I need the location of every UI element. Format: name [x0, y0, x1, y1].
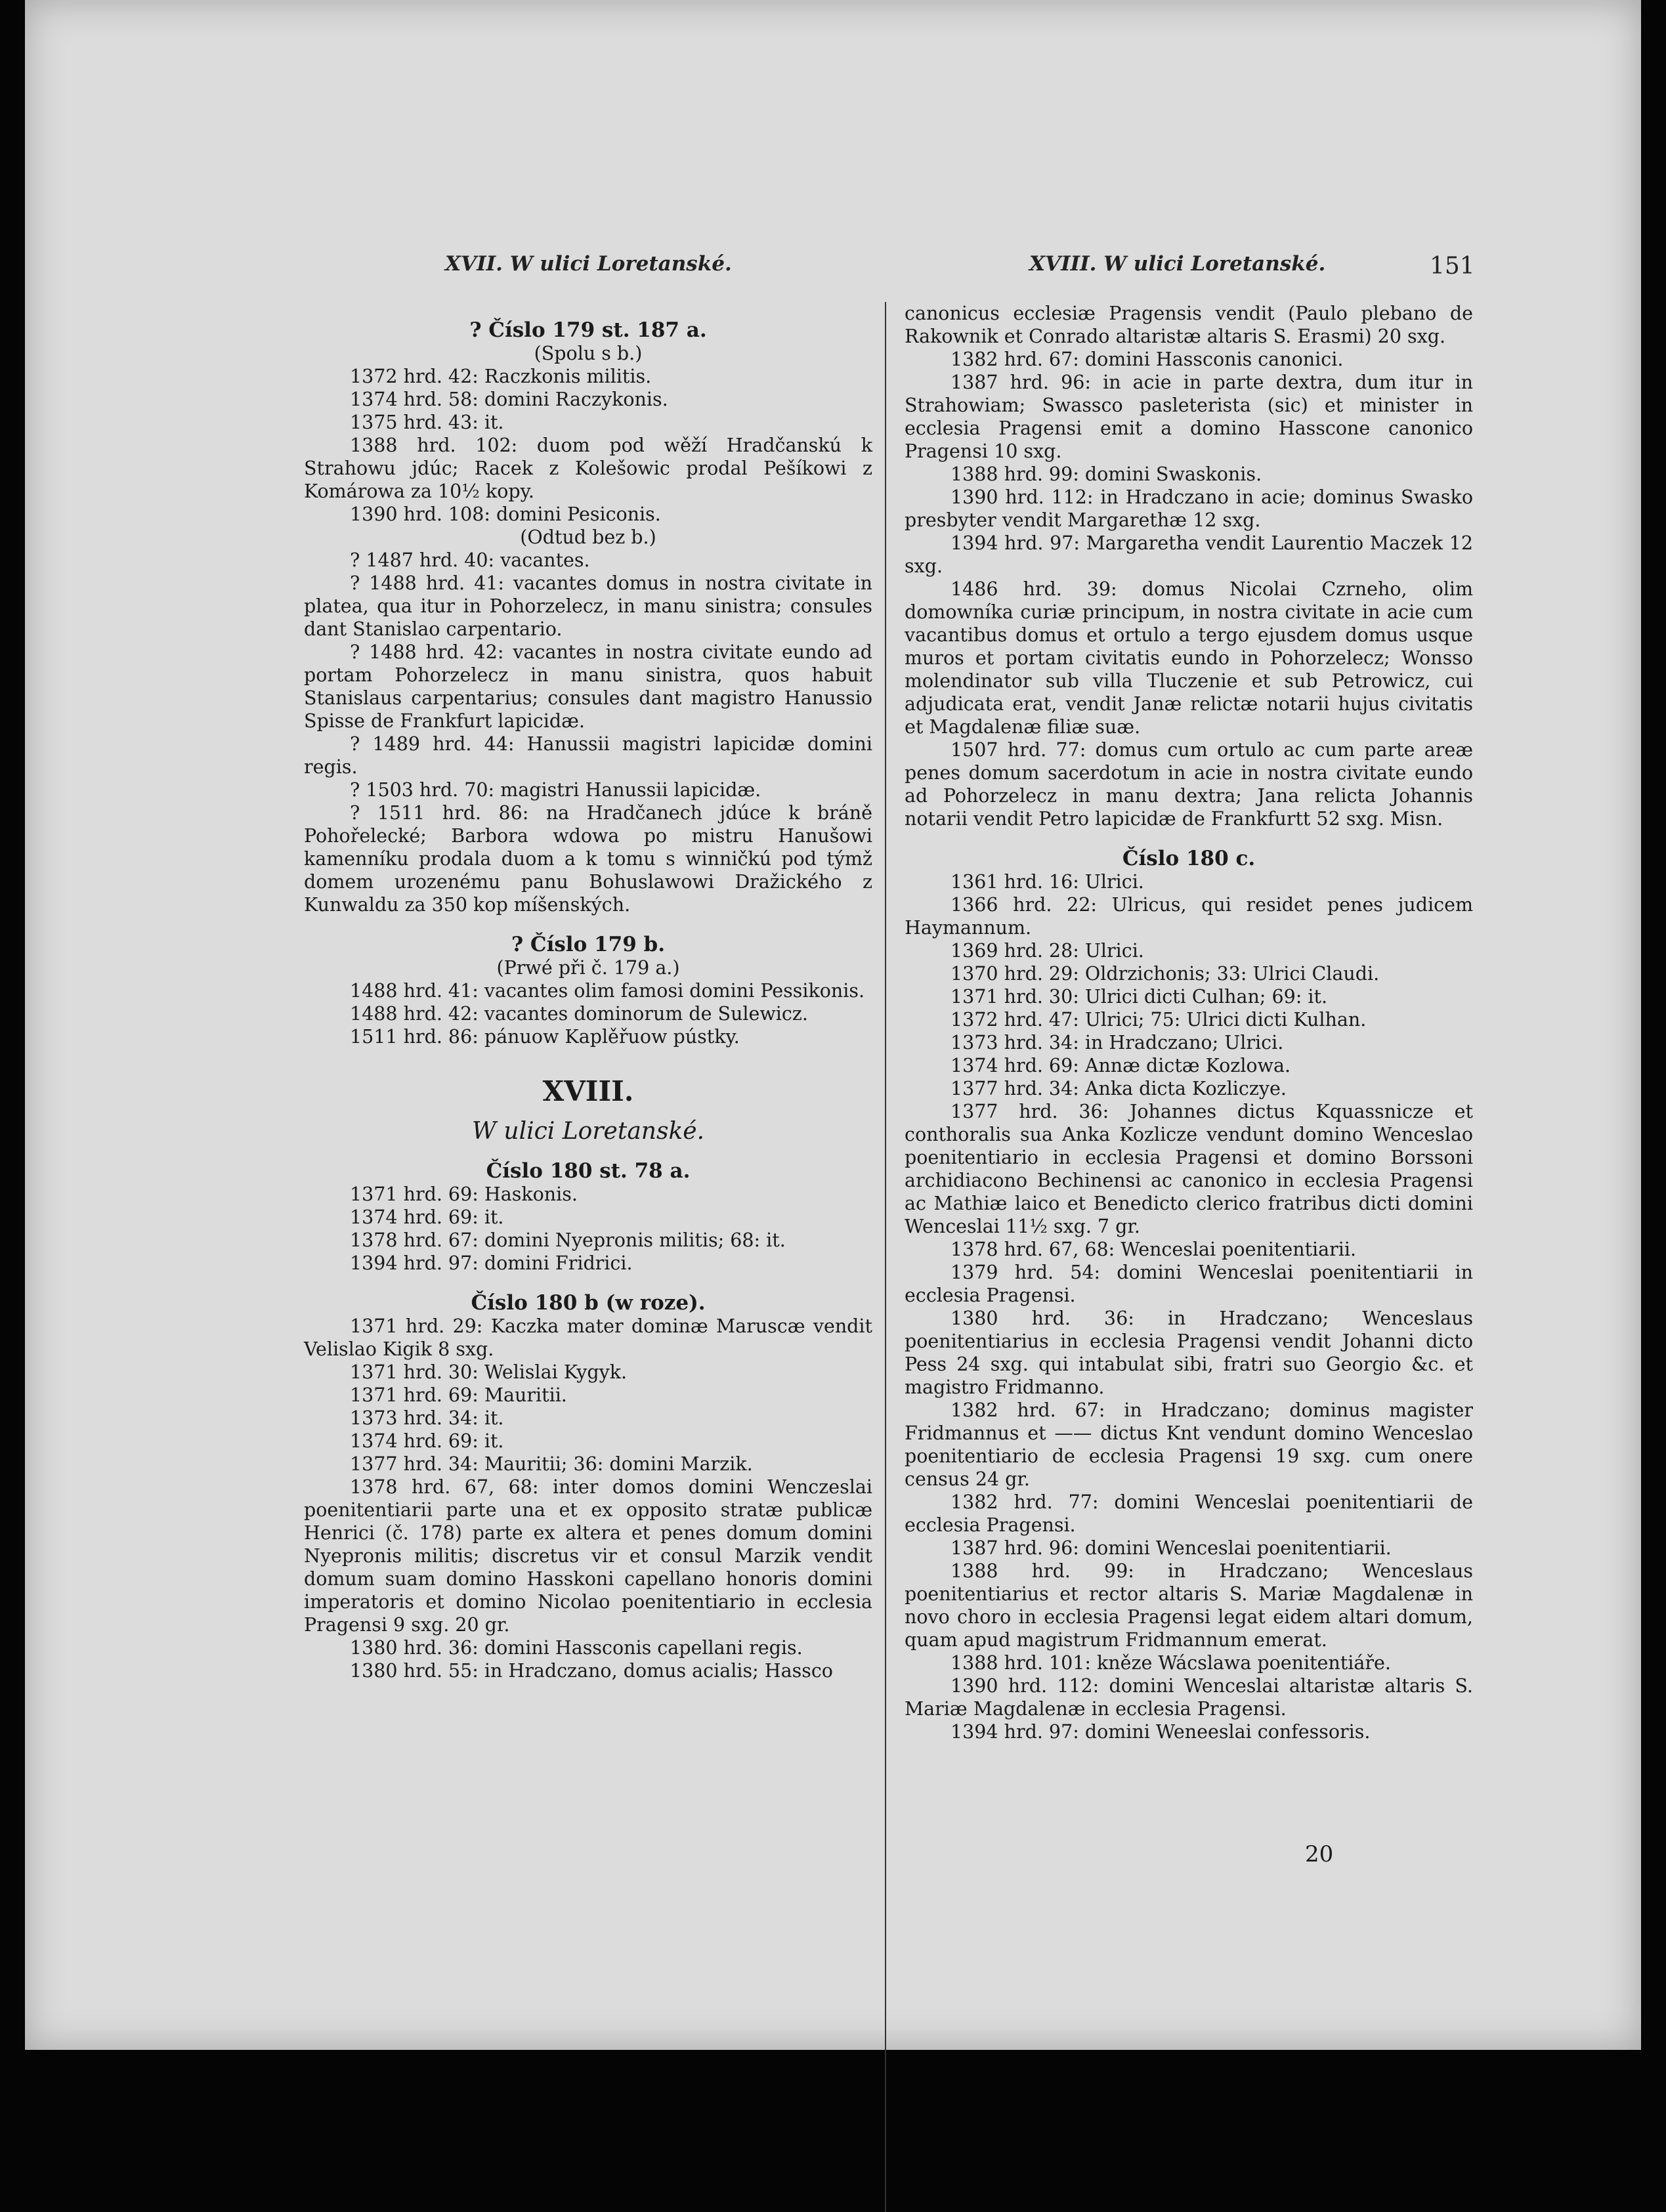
running-head-left: XVII. W ulici Loretanské. — [445, 252, 732, 276]
register-entry: ? 1511 hrd. 86: na Hradčanech jdúce k bráně Pohořelecké; Barbora wdowa po mistru Hanušowi kamenníku prodala duom a k tomu s winničkú pod týmž domem urozenému panu Bohuslawowi Dražického z Kunwaldu za 350 kop míšenských. — [304, 802, 872, 916]
register-entry: 1394 hrd. 97: domini Fridrici. — [350, 1252, 633, 1274]
register-entry: 1390 hrd. 108: domini Pesiconis. — [350, 503, 661, 525]
register-entry: 1388 hrd. 99: domini Swaskonis. — [950, 463, 1262, 485]
register-entry: 1377 hrd. 34: Anka dicta Kozliczye. — [950, 1078, 1287, 1099]
register-entry: 1372 hrd. 47: Ulrici; 75: Ulrici dicti Kulhan. — [950, 1009, 1367, 1031]
entry-continuation: canonicus ecclesiæ Pragensis vendit (Paulo plebano de Rakownik et Conrado altaristæ altaris S. Erasmi) 20 sxg. — [905, 303, 1473, 347]
register-entry: 1377 hrd. 34: Mauritii; 36: domini Marzik. — [350, 1453, 753, 1475]
section-heading: Číslo 180 b (w roze). — [471, 1291, 706, 1315]
register-entry: 1382 hrd. 77: domini Wenceslai poenitentiarii de ecclesia Pragensi. — [905, 1491, 1473, 1536]
register-entry: 1378 hrd. 67, 68: Wenceslai poenitentiarii. — [950, 1239, 1357, 1260]
register-entry: 1374 hrd. 69: it. — [350, 1430, 504, 1452]
section-heading: ? Číslo 179 b. — [511, 933, 666, 956]
section-heading: Číslo 180 st. 78 a. — [486, 1159, 691, 1183]
page — [25, 0, 1641, 2050]
register-entry: 1388 hrd. 101: kněze Wácslawa poenitentiáře. — [950, 1652, 1391, 1674]
register-entry: 1387 hrd. 96: domini Wenceslai poenitentiarii. — [950, 1537, 1392, 1559]
register-entry: 1372 hrd. 42: Raczkonis militis. — [350, 366, 652, 387]
register-entry: 1380 hrd. 55: in Hradczano, domus acialis; Hassco — [350, 1660, 833, 1682]
register-entry: 1378 hrd. 67: domini Nyepronis militis; 68: it. — [350, 1229, 786, 1251]
section-heading: Číslo 180 c. — [1122, 847, 1256, 870]
register-entry: 1374 hrd. 69: it. — [350, 1206, 504, 1228]
register-entry: 1377 hrd. 36: Johannes dictus Kquassnicze et conthoralis sua Anka Kozlicze vendunt domino Wenceslao poenitentiario in ecclesia Pragensi et domino Borssoni archidiacono Bechinensi ac canonico in ecclesia Pragensi ac Mathiæ laico et Benedicto clerico fratribus dicti domini Wenceslai 11½ sxg. 7 gr. — [905, 1101, 1473, 1237]
register-entry: 1370 hrd. 29: Oldrzichonis; 33: Ulrici Claudi. — [950, 963, 1380, 985]
left-column — [304, 302, 872, 1682]
register-entry: 1488 hrd. 42: vacantes dominorum de Sulewicz. — [350, 1003, 808, 1025]
register-entry: 1374 hrd. 58: domini Raczykonis. — [350, 389, 668, 410]
running-head-right: XVIII. W ulici Loretanské. — [1029, 252, 1326, 276]
register-entry: 1369 hrd. 28: Ulrici. — [950, 940, 1144, 962]
section-note: (Prwé při č. 179 a.) — [496, 957, 680, 979]
register-entry: 1378 hrd. 67, 68: inter domos domini Wenczeslai poenitentiarii parte una et ex opposito stratæ publicæ Henrici (č. 178) parte ex altera et penes domum domini Nyepronis militis; discretus vir et consul Marzik vendit domum suam domino Hasskoni capellano honoris domini imperatoris et domino Nicolao poenitentiario in ecclesia Pragensi 9 sxg. 20 gr. — [304, 1476, 872, 1636]
register-entry: 1371 hrd. 69: Mauritii. — [350, 1384, 567, 1406]
sheet-signature: 20 — [1305, 1841, 1334, 1867]
register-entry: 1388 hrd. 99: in Hradczano; Wenceslaus poenitentiarius et rector altaris S. Mariæ Magdalenæ in novo choro in ecclesia Pragensi legat eidem altari domum, quam apud magistrum Fridmannum emerat. — [905, 1560, 1473, 1651]
register-entry: 1394 hrd. 97: domini Weneeslai confessoris. — [950, 1721, 1371, 1743]
register-entry: 1380 hrd. 36: in Hradczano; Wenceslaus poenitentiarius in ecclesia Pragensi vendit Johanni dicto Pess 24 sxg. qui intabulat sibi, fratri suo Georgio &c. et magistro Fridmanno. — [905, 1308, 1473, 1398]
register-entry: ? 1489 hrd. 44: Hanussii magistri lapicidæ domini regis. — [304, 733, 872, 778]
register-entry: 1366 hrd. 22: Ulricus, qui residet penes judicem Haymannum. — [905, 894, 1473, 939]
register-entry: 1488 hrd. 41: vacantes olim famosi domini Pessikonis. — [350, 980, 865, 1002]
register-entry: 1373 hrd. 34: it. — [350, 1407, 504, 1429]
register-entry: 1390 hrd. 112: domini Wenceslai altaristæ altaris S. Mariæ Magdalenæ in ecclesia Pragensi. — [905, 1675, 1473, 1720]
register-entry: 1507 hrd. 77: domus cum ortulo ac cum parte areæ penes domum sacerdotum in acie in nostra civitate eundo ad Pohorzelecz in manu dextra; Jana relicta Johannis notarii vendit Petro lapicidæ de Frankfurtt 52 sxg. Misn. — [905, 739, 1473, 830]
page-number: 151 — [1430, 253, 1475, 280]
column-divider — [885, 302, 886, 2212]
register-entry: 1387 hrd. 96: in acie in parte dextra, dum itur in Strahowiam; Swassco pasleterista (sic) et minister in ecclesia Pragensi emit a domino Hasscone canonico Pragensi 10 sxg. — [905, 372, 1473, 462]
register-entry: ? 1488 hrd. 41: vacantes domus in nostra civitate in platea, qua itur in Pohorzelecz, in manu sinistra; consules dant Stanislao carpentario. — [304, 572, 872, 640]
register-entry: 1371 hrd. 69: Haskonis. — [350, 1183, 578, 1205]
register-entry: 1382 hrd. 67: in Hradczano; dominus magister Fridmannus et —— dictus Knt vendunt domino Wenceslao poenitentiario de ecclesia Pragensi 19 sxg. cum onere census 24 gr. — [905, 1399, 1473, 1490]
register-entry: 1375 hrd. 43: it. — [350, 412, 504, 433]
register-entry: 1371 hrd. 29: Kaczka mater dominæ Maruscæ vendit Velislao Kigik 8 sxg. — [304, 1315, 872, 1360]
right-column — [905, 302, 1473, 1743]
register-entry: 1371 hrd. 30: Welislai Kygyk. — [350, 1361, 628, 1383]
register-entry: ? 1487 hrd. 40: vacantes. — [350, 549, 590, 571]
register-entry: 1390 hrd. 112: in Hradczano in acie; dominus Swasko presbyter vendit Margarethæ 12 sxg. — [905, 486, 1473, 531]
register-entry: 1371 hrd. 30: Ulrici dicti Culhan; 69: it. — [950, 986, 1328, 1008]
register-entry: 1380 hrd. 36: domini Hassconis capellani regis. — [350, 1637, 803, 1659]
chapter-number: XVIII. — [542, 1075, 634, 1107]
register-entry: 1361 hrd. 16: Ulrici. — [950, 871, 1144, 893]
chapter-title: W ulici Loretanské. — [471, 1118, 705, 1145]
register-entry: 1394 hrd. 97: Margaretha vendit Laurentio Maczek 12 sxg. — [905, 532, 1473, 577]
register-entry: ? 1503 hrd. 70: magistri Hanussii lapicidæ. — [350, 779, 761, 801]
section-note: (Odtud bez b.) — [520, 526, 656, 548]
section-heading: ? Číslo 179 st. 187 a. — [469, 318, 707, 342]
register-entry: 1388 hrd. 102: duom pod wěží Hradčanskú k Strahowu jdúc; Racek z Kolešowic prodal Pešíkowi z Komárowa za 10½ kopy. — [304, 435, 872, 502]
register-entry: 1374 hrd. 69: Annæ dictæ Kozlowa. — [950, 1055, 1291, 1076]
section-note: (Spolu s b.) — [534, 343, 643, 364]
register-entry: 1486 hrd. 39: domus Nicolai Czrneho, olim domowníka curiæ principum, in nostra civitate in acie cum vacantibus domus et ortulo a tergo ejusdem domus usque muros et portam civitatis eundo in Pohorzelecz; Wonsso molendinator sub villa Tluczenie et sub Petrowicz, cui adjudicata erat, vendit Janæ relictæ notarii hujus civitatis et Magdalenæ filiæ suæ. — [905, 578, 1473, 738]
register-entry: 1373 hrd. 34: in Hradczano; Ulrici. — [950, 1032, 1284, 1053]
register-entry: 1511 hrd. 86: pánuow Kaplěřuow pústky. — [350, 1026, 740, 1048]
register-entry: 1382 hrd. 67: domini Hassconis canonici. — [950, 349, 1344, 370]
register-entry: ? 1488 hrd. 42: vacantes in nostra civitate eundo ad portam Pohorzelecz in manu sinistra, quos habuit Stanislaus carpentarius; consules dant magistro Hanussio Spisse de Frankfurt lapicidæ. — [304, 641, 872, 732]
register-entry: 1379 hrd. 54: domini Wenceslai poenitentiarii in ecclesia Pragensi. — [905, 1262, 1473, 1306]
